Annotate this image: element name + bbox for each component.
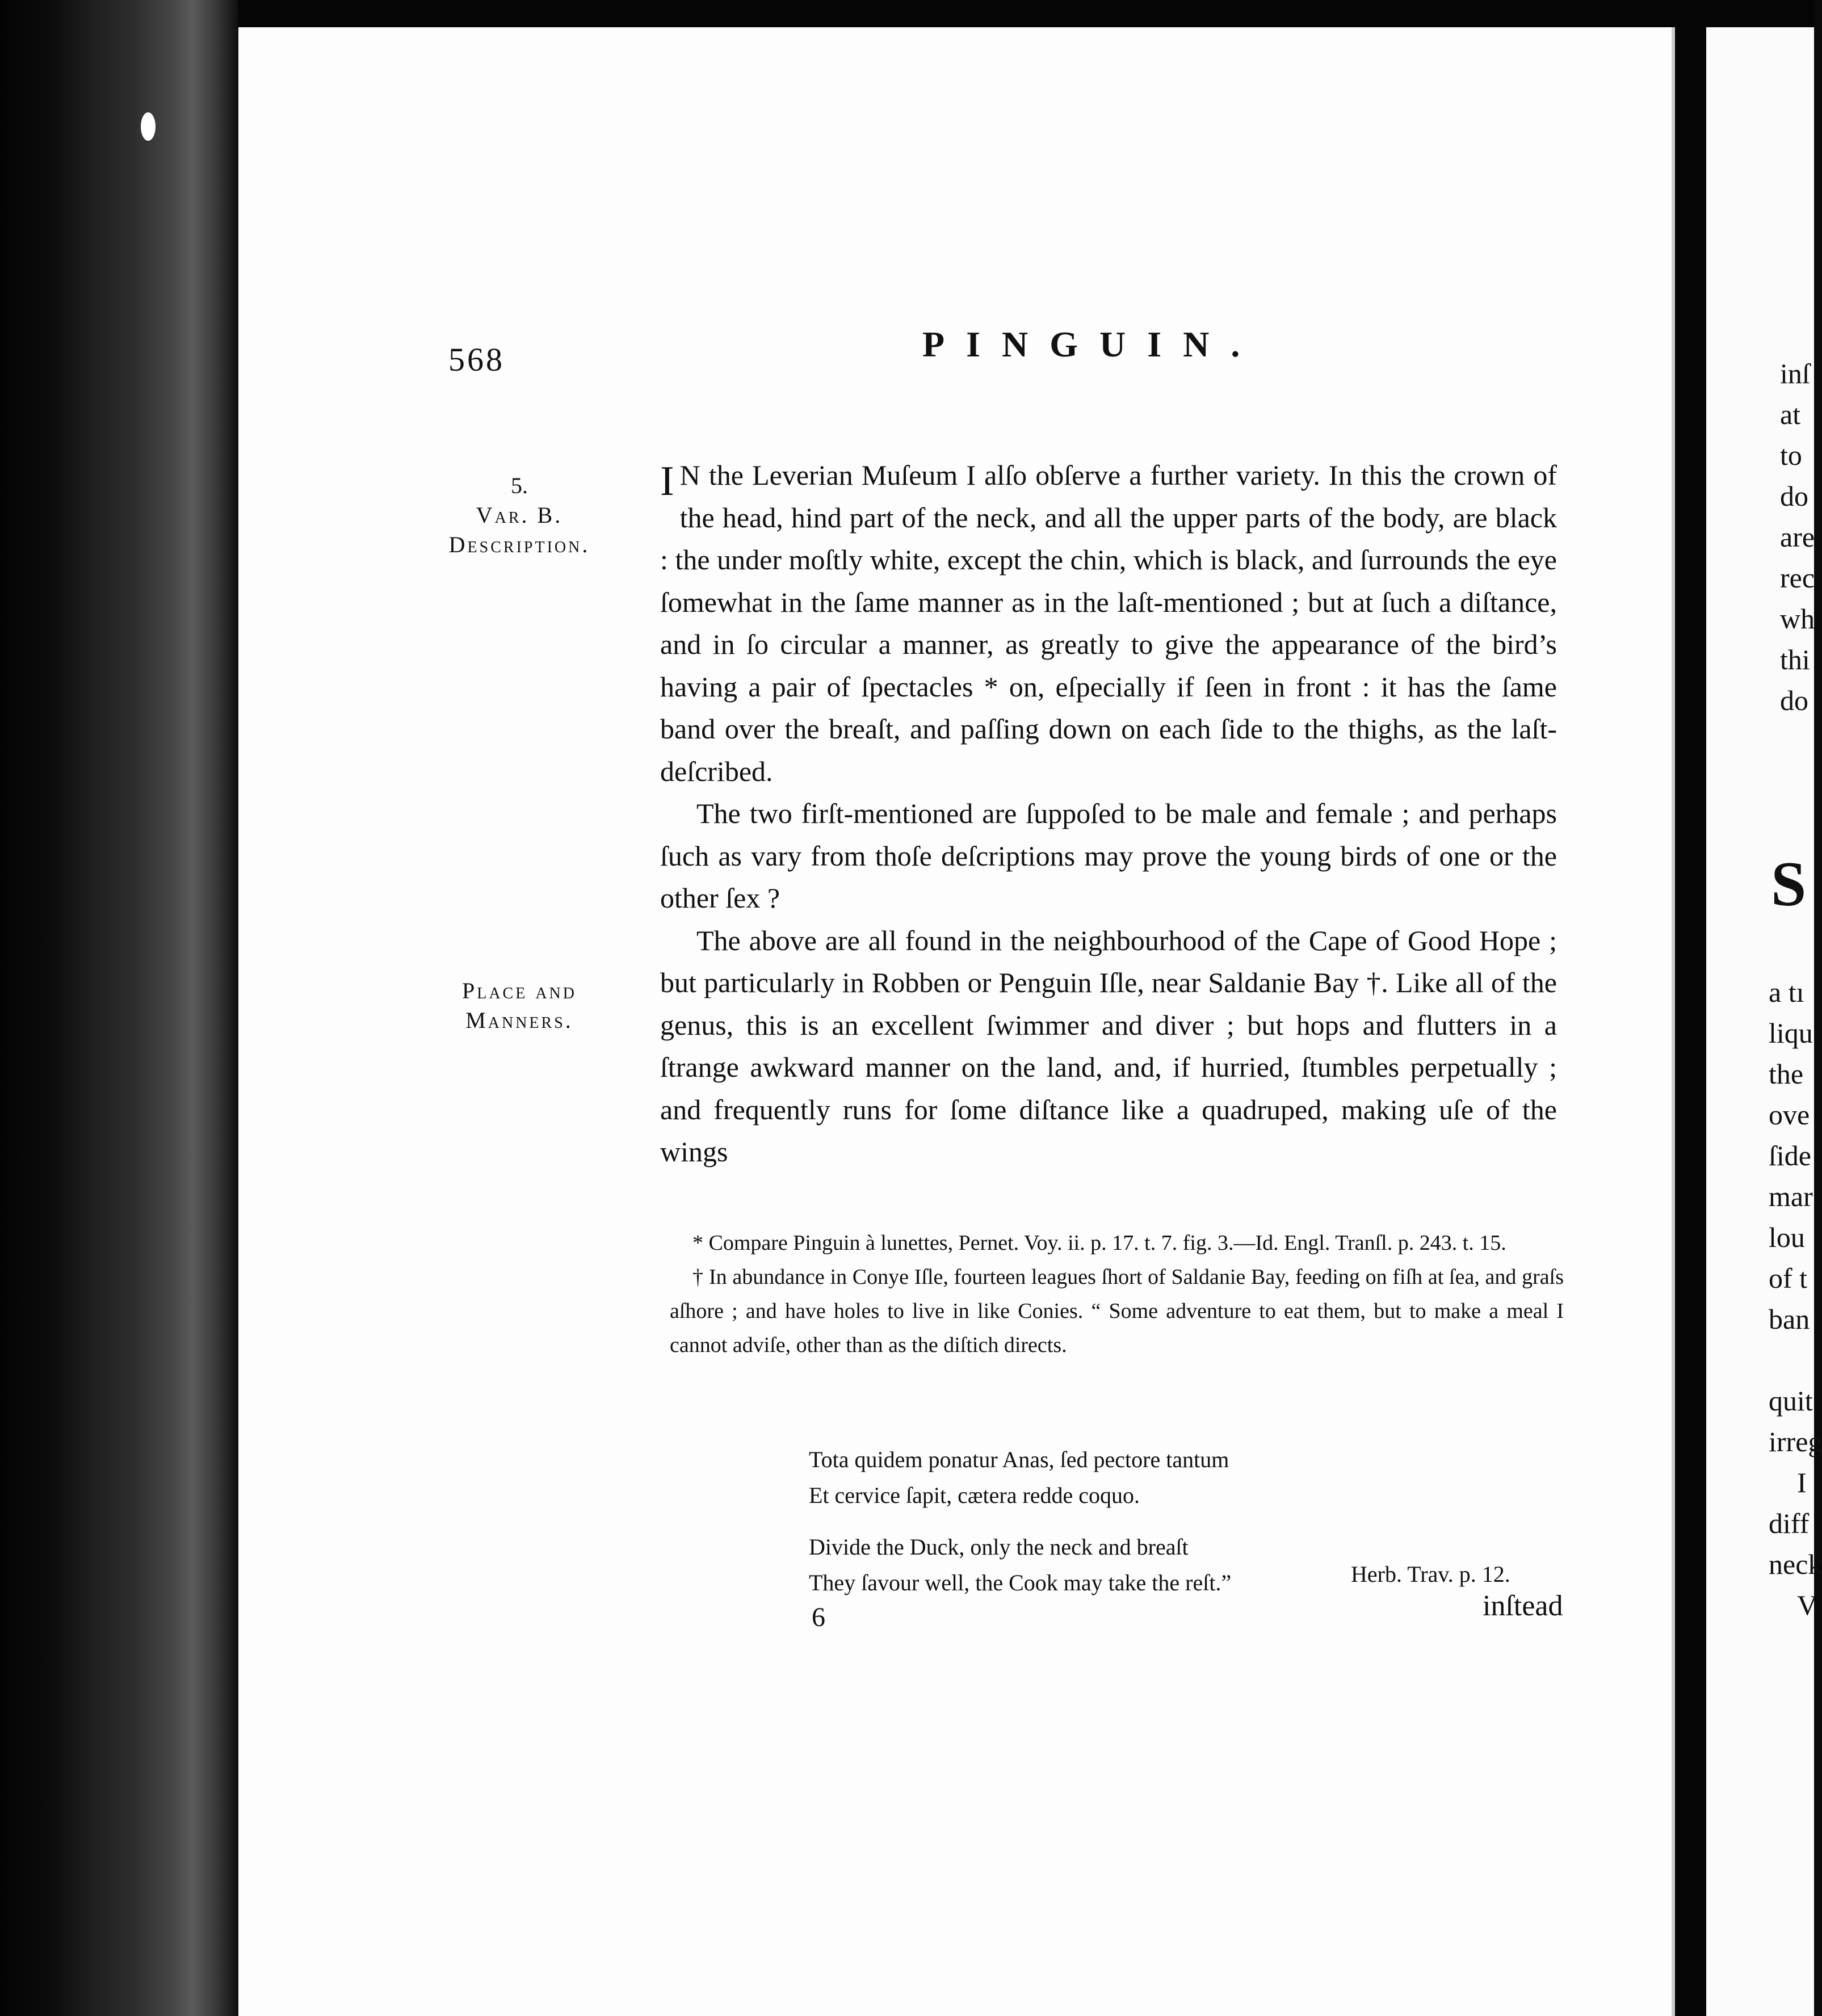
next-page-line: diff bbox=[1769, 1507, 1810, 1539]
place-label-line1: Place and bbox=[461, 978, 577, 1003]
next-page-line: ove bbox=[1769, 1099, 1810, 1131]
next-page-line: lou bbox=[1769, 1221, 1805, 1253]
verse-line: They ſavour well, the Cook may take the reſt.” bbox=[809, 1570, 1232, 1595]
next-page-line: wh bbox=[1780, 603, 1815, 635]
next-page-line: the bbox=[1769, 1058, 1804, 1090]
next-page-line: quit bbox=[1769, 1385, 1813, 1417]
verse-line: Divide the Duck, only the neck and breaſt bbox=[809, 1534, 1189, 1560]
variety-label: Var. B. bbox=[476, 502, 563, 528]
next-page-line: liqu bbox=[1769, 1017, 1813, 1049]
next-page-line: are bbox=[1780, 521, 1815, 553]
running-head: PINGUIN. bbox=[922, 324, 1262, 364]
next-page-line: to bbox=[1780, 439, 1802, 471]
next-page-line: do bbox=[1780, 684, 1808, 716]
paragraph-2: The two firſt-mentioned are ſuppoſed to be male and female ; and perhaps ſuch as vary from thoſe deſcriptions may prove the young birds of one or the other ſex ? bbox=[660, 797, 1557, 914]
next-page-line: irreg bbox=[1769, 1426, 1822, 1458]
next-page-line: I bbox=[1797, 1467, 1807, 1498]
margin-note-description bbox=[426, 471, 613, 560]
paragraph-3: The above are all found in the neighbourhood of the Cape of Good Hope ; but particularly in Robben or Penguin Iſle, near Saldanie Bay †. Like all of the genus, this is an excellent ſwimmer and diver ; but hops and flutters in a ſtrange awkward manner on the land, and, if hurried, ſtumbles perpetually ; and frequently runs for ſome diſtance like a quadruped, making uſe of the wings bbox=[660, 924, 1557, 1167]
next-page-line: ſide bbox=[1769, 1140, 1811, 1171]
drop-cap: I bbox=[660, 458, 674, 505]
verse-citation: Herb. Trav. p. 12. bbox=[1351, 1561, 1510, 1587]
book-binding-shadow bbox=[0, 0, 238, 2016]
next-page-line: at bbox=[1780, 398, 1801, 430]
page-gap bbox=[1675, 27, 1706, 2016]
next-page-line: V bbox=[1797, 1589, 1818, 1621]
footnote-2: † In abundance in Conye Iſle, fourteen leagues ſhort of Saldanie Bay, feeding on fiſh at ſea, and graſs aſhore ; and have holes to live in like Conies. “ Some adventure to eat them, but to make a meal I cannot adviſe, other than as the diſtich directs. bbox=[670, 1265, 1564, 1357]
catchword: inſtead bbox=[1483, 1590, 1563, 1622]
body-text bbox=[660, 454, 1557, 1173]
next-page-line: rec bbox=[1780, 562, 1815, 594]
next-page-line: ban bbox=[1769, 1303, 1810, 1335]
paragraph-1 bbox=[660, 454, 1557, 792]
verse-quotation bbox=[809, 1442, 1231, 1616]
margin-note-place bbox=[426, 976, 613, 1035]
next-page-line: of t bbox=[1769, 1262, 1808, 1294]
english-stanza bbox=[809, 1529, 1231, 1601]
verse-line: Tota quidem ponatur Anas, ſed pectore tantum bbox=[809, 1447, 1229, 1472]
next-page-line: neck bbox=[1769, 1548, 1822, 1580]
verse-line: Et cervice ſapit, cætera redde coquo. bbox=[809, 1482, 1140, 1508]
description-label: Description. bbox=[448, 532, 590, 557]
scan-speck bbox=[141, 112, 156, 141]
signature-mark: 6 bbox=[812, 1602, 825, 1632]
next-page-initial: S bbox=[1771, 849, 1807, 919]
latin-stanza bbox=[809, 1442, 1231, 1513]
next-page-line: thi bbox=[1780, 644, 1810, 675]
footnote-1: * Compare Pinguin à lunettes, Pernet. Voy. ii. p. 17. t. 7. fig. 3.—Id. Engl. Tranſl. p. 243. t. 15. bbox=[692, 1231, 1506, 1255]
next-page-edge bbox=[1706, 27, 1822, 2016]
next-page-line: mar bbox=[1769, 1181, 1813, 1212]
variety-number: 5. bbox=[511, 473, 528, 498]
next-page-line: inſ bbox=[1780, 358, 1810, 389]
place-label-line2: Manners. bbox=[465, 1007, 573, 1033]
footnotes bbox=[670, 1226, 1564, 1362]
next-page-line: a tı bbox=[1769, 976, 1804, 1008]
page-number: 568 bbox=[448, 341, 505, 378]
paragraph-1-text: N the Leverian Muſeum I alſo obſerve a further variety. In this the crown of the head, hind part of the neck, and all the upper parts of the body, are black : the under moſtly white, except the chin, which is black, and ſurrounds the eye ſomewhat in the ſame manner as in the laſt-mentioned ; but at ſuch a diſtance, and in ſo circular a manner, as greatly to give the appearance of the bird’s having a pair of ſpectacles * on, eſpecially if ſeen in front : it has the ſame band over the breaſt, and paſſing down on each ſide to the thighs, as the laſt-deſcribed. bbox=[660, 459, 1557, 787]
next-page-line: do bbox=[1780, 480, 1808, 512]
scan-top-border bbox=[0, 0, 1814, 27]
